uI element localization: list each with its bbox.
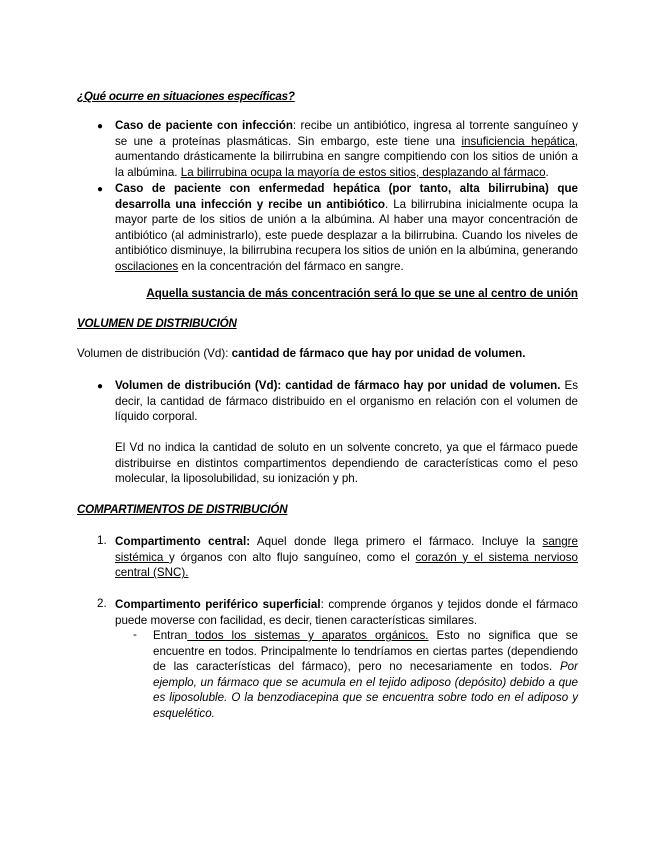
bullet-text: en sangre compitiendo con los sitios de unión a la albúmina.	[115, 150, 578, 179]
underlined-text: oscilaciones	[115, 259, 179, 273]
item-title: Compartimento periférico superficial	[115, 598, 321, 611]
bullet-text: : recibe un antibiótico, ingresa al torrente sanguíneo y se une a proteínas plasmáticas. Sin embargo, este tiene una	[115, 119, 578, 148]
bullet-text: .	[545, 165, 549, 179]
volumen-intro	[77, 347, 525, 360]
underlined-text: todos los sistemas y aparatos orgánicos.	[187, 629, 429, 642]
list-number: 2.	[97, 597, 107, 610]
item-title: Compartimento central:	[115, 535, 251, 548]
conclusion-line: Aquella sustancia de más concentración será lo que se une al centro de unión	[146, 287, 578, 300]
volumen-paragraph: El Vd no indica la cantidad de soluto en un solvente concreto, ya que el fármaco puede distribuirse en distintos compartimentos dependiendo de características como el peso molecular, la liposolubilidad, su ionización y ph.	[115, 441, 578, 486]
sub-text: Entran	[153, 629, 188, 642]
sub-text: Esto no significa que se encuentre en todos. Principalmente lo tendríamos en ciertas partes (dependiendo de las características del fármaco), pero no necesariamente en todos.	[153, 629, 578, 674]
intro-bold: cantidad de fármaco que hay por unidad de volumen.	[231, 347, 526, 360]
bullet-marker: ●	[97, 184, 104, 195]
item-text: y órganos con alto flujo sanguíneo, como el	[169, 550, 416, 564]
item-central	[115, 534, 578, 581]
list-number: 1.	[97, 534, 107, 547]
heading-volumen: VOLUMEN DE DISTRIBUCIÓN	[77, 317, 237, 330]
bullet-volumen	[115, 378, 578, 425]
bullet-text: en la concentración del fármaco en sangre.	[178, 259, 404, 273]
bullet-text: aumentando drásticamente la bilirrubina	[115, 150, 328, 164]
bullet-title: Caso de paciente con infección	[115, 119, 293, 132]
bullet-text: Es decir, la cantidad de fármaco distribuido en el organismo en relación con el volumen de líquido corporal.	[115, 379, 578, 424]
bullet-text: . La bilirrubina inicialmente ocupa la mayor parte de los sitios de unión a la albúmina. Al haber una mayor concentración de antibiótico (al administrarlo), este puede desplazar a la bilirrubina. Cuando los niveles de antibiótico disminuye, la bilirrubina recupera los sitios de unión en la albúmina, generando	[115, 197, 578, 258]
underlined-text: corazón y el sistema nervioso central (SNC).	[115, 550, 579, 580]
bullet-marker: ●	[97, 121, 104, 132]
bullet-infeccion	[115, 118, 578, 180]
italic-example: Por ejemplo, un fármaco que se acumula en el tejido adiposo (depósito) debido a que es liposoluble. O la benzodiacepina que se encuentra sobre todo en el adiposo y esquelético.	[153, 660, 578, 720]
underlined-text: insuficiencia hepática,	[461, 134, 578, 148]
bullet-marker: ●	[97, 381, 104, 392]
bullet-title: Volumen de distribución (Vd): cantidad de fármaco hay por unidad de volumen.	[115, 379, 561, 392]
sub-dash: -	[133, 628, 137, 641]
heading-situaciones: ¿Qué ocurre en situaciones específicas?	[77, 90, 295, 103]
heading-compartimentos: COMPARTIMENTOS DE DISTRIBUCIÓN	[77, 503, 288, 516]
underlined-text: La bilirrubina ocupa la mayoría de estos sitios, desplazando al fármaco	[180, 165, 546, 179]
item-periferico	[115, 597, 578, 628]
sub-item-sistemas	[153, 628, 578, 722]
item-text: : comprende órganos y tejidos donde el fármaco puede moverse con facilidad, es decir, tienen características similares.	[115, 598, 579, 627]
intro-text: Volumen de distribución (Vd):	[77, 347, 232, 360]
bullet-title: Caso de paciente con enfermedad hepática (por tanto, alta bilirrubina) que desarrolla una infección y recibe un antibiótico	[115, 182, 578, 211]
bullet-hepatica	[115, 181, 578, 275]
underlined-text: sangre sistémica	[115, 535, 578, 564]
item-text: Aquel donde llega primero el fármaco. Incluye la	[250, 535, 543, 548]
